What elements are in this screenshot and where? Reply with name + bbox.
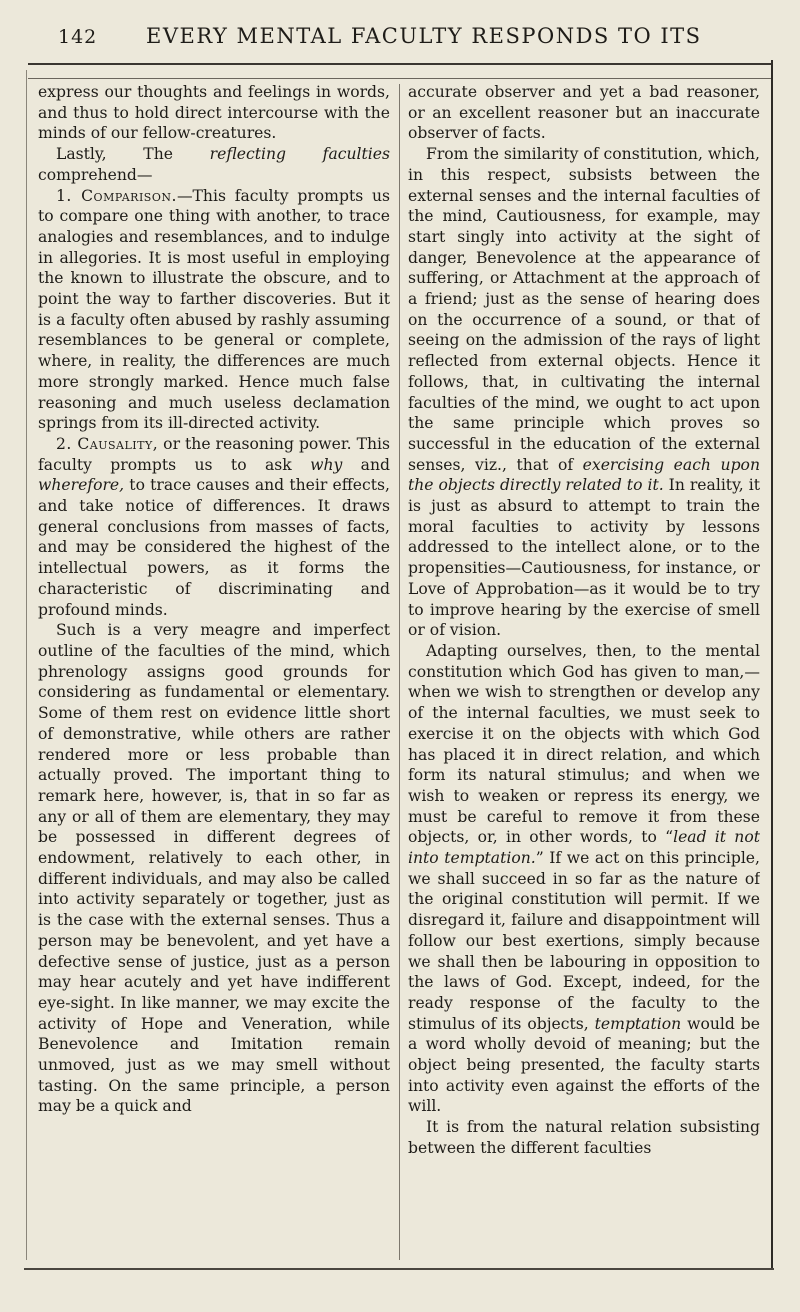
column-divider [399,84,400,1260]
paragraph: Adapting ourselves, then, to the mental constitution which God has given to man,—when we wish to strengthen or develop any of the internal faculties, we must seek to exercise it on the objects with which God has placed it in direct relation, and which form its natural stimulus; and when we wish to weaken or repress its energy, we must be careful to remove it from these objects, or, in other words, to “lead it not into temptation.” If we act on this principle, we shall succeed in so far as the nature of the original constitution will permit. If we disregard it, failure and disappointment will follow our best exertions, simply because we shall then be labouring in opposition to the laws of God. Except, indeed, for the ready response of the faculty to the stimulus of its objects, temptation would be a word wholly devoid of meaning; but the object being presented, the faculty starts into activity even against the efforts of the will. [408,641,760,1116]
page-number: 142 [58,26,98,48]
right-frame-line [771,60,773,1270]
left-frame-line [26,70,27,1260]
faculty-heading: 2. Causality, [56,434,159,453]
paragraph-causality: 2. Causality, or the reasoning power. This faculty prompts us to ask why and wherefore, to trace causes and their effects, and take notice of differences. It draws general conclusions from masses of facts, and may be considered the highest of the intellectual powers, as it forms the characteristic of discriminating and profound minds. [38,434,390,619]
paragraph: express our thoughts and feelings in words, and thus to hold direct intercourse with the minds of our fellow-creatures. [38,83,390,143]
header-rule [28,63,772,65]
left-column [38,82,390,1262]
paragraph: From the similarity of constitution, which, in this respect, subsists between the external senses and the internal faculties of the mind, Cautiousness, for example, may start singly into activity at the sight of danger, Benevolence at the appearance of suffering, or Attachment at the approach of a friend; just as the sense of hearing does on the occurrence of a sound, or that of seeing on the admission of the rays of light reflected from external objects. Hence it follows, that, in cultivating the internal faculties of the mind, we ought to act upon the same principle which proves so successful in the education of the external senses, viz., that of exercising each upon the objects directly related to it. In reality, it is just as absurd to attempt to train the moral faculties to activity by lessons addressed to the intellect alone, or to the propensities—Cautiousness, for instance, or Love of Approbation—as it would be to try to improve hearing by the exercise of smell or of vision. [408,145,760,640]
italic-word: why [310,455,343,474]
italic-word: wherefore, [38,476,125,495]
right-column [408,82,760,1262]
faculty-heading: 1. Comparison. [56,186,177,205]
paragraph: Lastly, The reflecting faculties comprehend— [38,145,390,184]
paragraph: accurate observer and yet a bad reasoner, or an excellent reasoner but an inaccurate observer of facts. [408,83,760,143]
italic-phrase: lead it not into temptation. [408,828,760,868]
running-head: EVERY MENTAL FACULTY RESPONDS TO ITS [146,24,702,48]
italic-phrase: reflecting faculties [209,145,390,164]
footer-rule [24,1268,774,1270]
italic-word: temptation [594,1014,682,1033]
paragraph: Such is a very meagre and imperfect outline of the faculties of the mind, which phrenology assigns good grounds for considering as fundamental or elementary. Some of them rest on evidence little short of demonstrative, while others are rather rendered more or less probable than actually proved. The important thing to remark here, however, is, that in so far as any or all of them are elementary, they may be possessed in different degrees of endowment, relatively to each other, in different individuals, and may also be called into activity separately or together, just as is the case with the external senses. Thus a person may be benevolent, and yet have a defective sense of justice, just as a person may hear acutely and yet have indifferent eye-sight. In like manner, we may excite the activity of Hope and Veneration, while Benevolence and Imitation remain unmoved, just as we may smell without tasting. On the same principle, a person may be a quick and [38,621,390,1116]
header-rule-thin [28,78,772,79]
page-header [28,14,768,54]
paragraph: It is from the natural relation subsisting between the different faculties [408,1118,760,1157]
italic-phrase: exercising each upon the objects directly related to it. [408,455,760,495]
paragraph-comparison: 1. Comparison.—This faculty prompts us to compare one thing with another, to trace analogies and resemblances, and to indulge in allegories. It is most useful in employing the known to illustrate the obscure, and to point the way to farther discoveries. But it is a faculty often abused by rashly assuming resemblances to be general or complete, where, in reality, the differences are much more strongly marked. Hence much false reasoning and much useless declamation springs from its ill-directed activity. [38,186,390,433]
